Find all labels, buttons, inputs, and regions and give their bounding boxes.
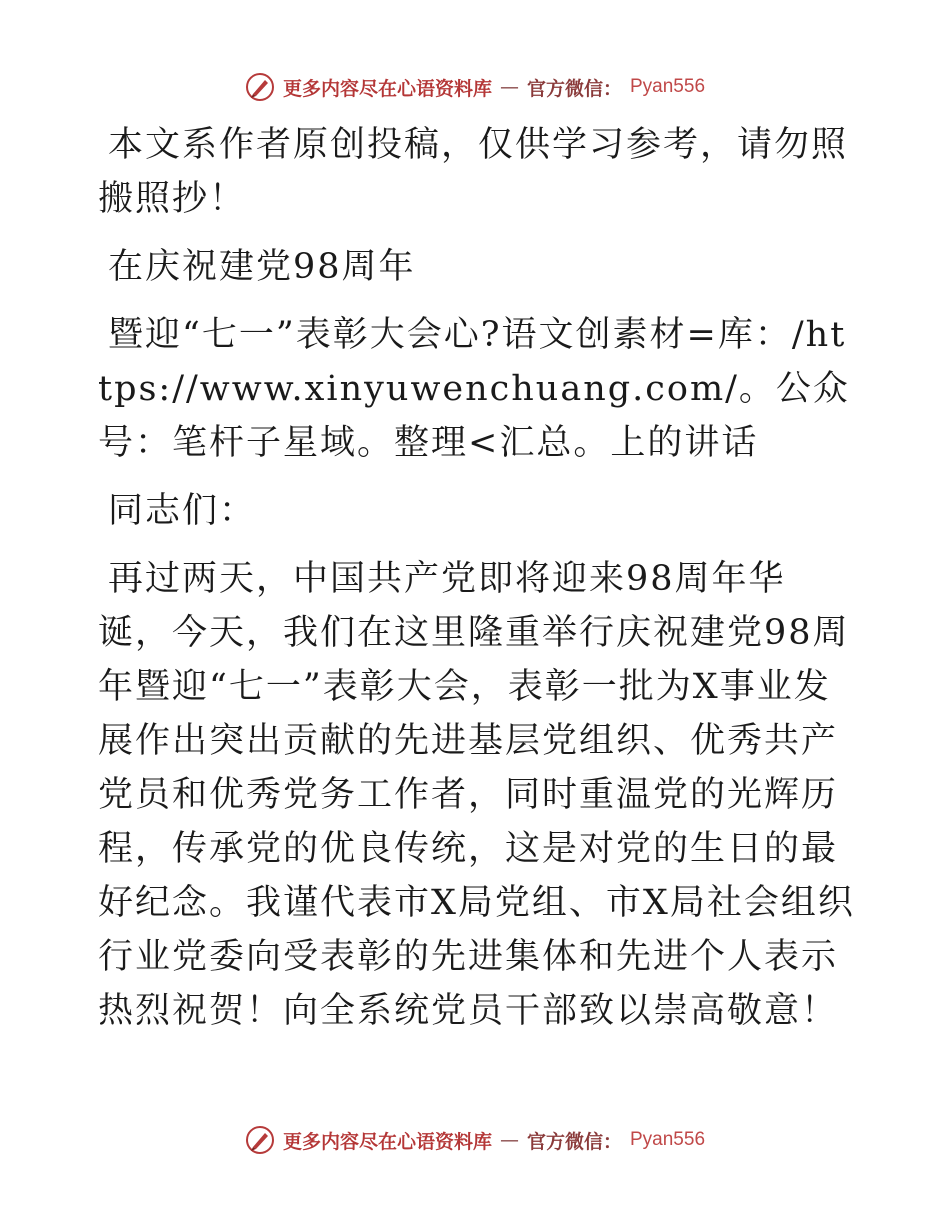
header-watermark — [0, 72, 950, 102]
watermark-site-text: 更多内容尽在心语资料库 — [282, 1130, 492, 1153]
quill-pen-logo-icon — [245, 72, 275, 102]
copyright-notice: 本文系作者原创投稿，仅供学习参考，请勿照搬照抄！ — [98, 125, 849, 219]
watermark-wechat-id: Pyan556 — [630, 76, 706, 97]
body-paragraph: 再过两天，中国共产党即将迎来98周年华诞，今天，我们在这里隆重举行庆祝建党98周年暨迎“七一”表彰大会，表彰一批为X事业发展作出突出贡献的先进基层党组织、优秀共产党员和优秀党务工作者，同时重温党的光辉历程，传承党的优良传统，这是对党的生日的最好纪念。我谨代表市X局党组、市X局社会组织行业党委向受表彰的先进集体和先进个人表示热烈祝贺！向全系统党员干部致以崇高敬意！ — [98, 559, 855, 1031]
watermark-official-label: 官方微信： — [526, 1130, 622, 1153]
quill-pen-logo-icon — [245, 1125, 275, 1155]
speech-title-line2: 暨迎“七一”表彰大会心?语文创素材=库：/https://www.xinyuwenchuang.com/。公众号：笔杆子星域。整理<汇总。上的讲话 — [98, 315, 850, 463]
footer-watermark — [0, 1125, 950, 1155]
speech-title-line1: 在庆祝建党98周年 — [108, 247, 416, 287]
salutation: 同志们： — [108, 491, 257, 531]
watermark-wechat-id: Pyan556 — [630, 1129, 706, 1150]
watermark-official-label: 官方微信： — [526, 77, 622, 100]
document-body — [98, 118, 858, 1052]
watermark-site-text: 更多内容尽在心语资料库 — [282, 77, 492, 100]
watermark-dash: — — [499, 1129, 519, 1151]
watermark-dash: — — [499, 76, 519, 98]
